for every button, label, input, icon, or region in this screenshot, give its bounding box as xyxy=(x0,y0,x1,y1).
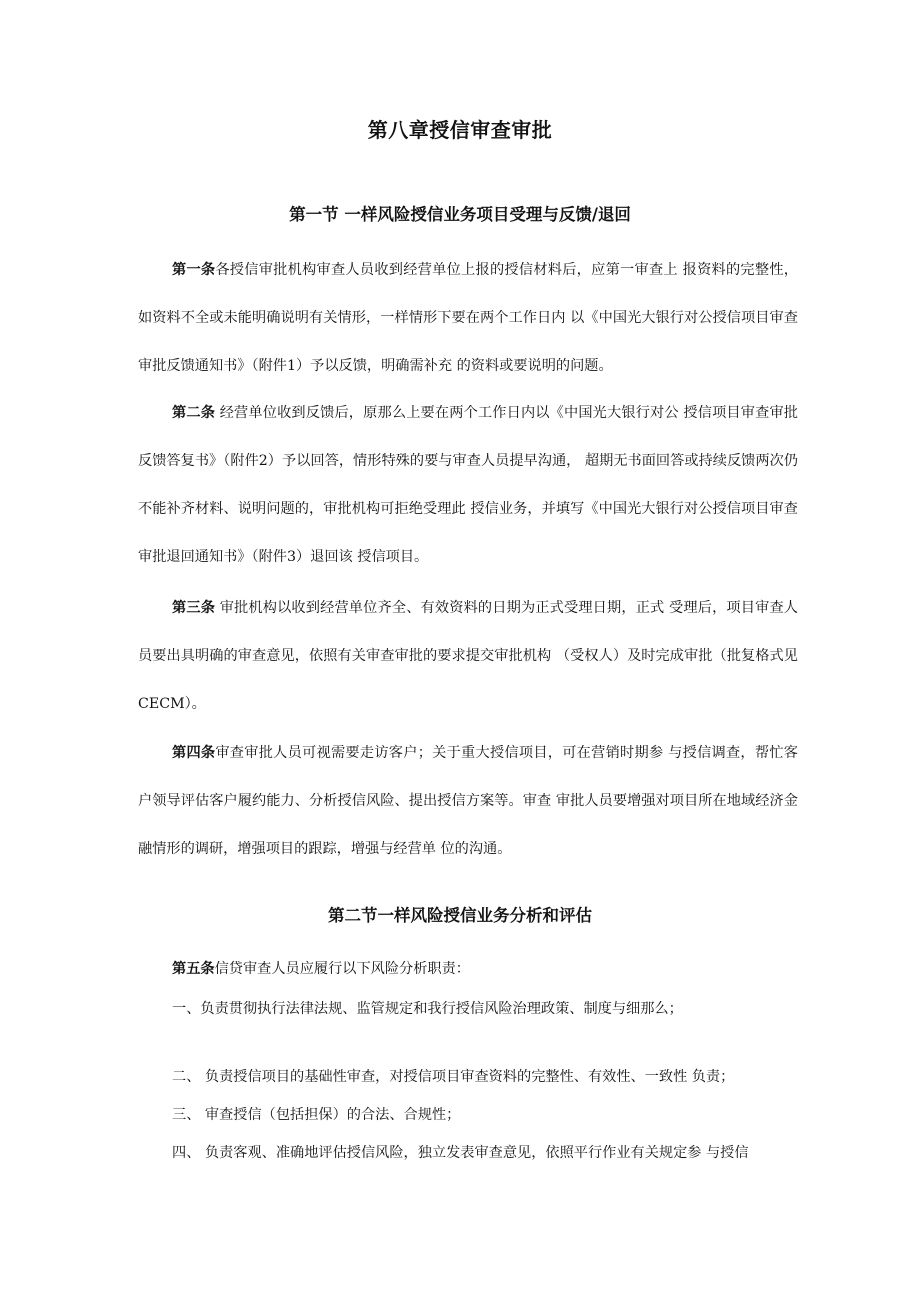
article-1-number: 第一条 xyxy=(172,262,216,278)
article-2-number: 第二条 xyxy=(172,405,216,421)
article-1 xyxy=(138,246,798,390)
article-4-number: 第四条 xyxy=(172,745,216,761)
article-3-text: 审批机构以收到经营单位齐全、有效资料的日期为正式受理日期，正式 受理后，项目审查人员要出具明确的审查意见，依照有关审查审批的要求提交审批机构 （受权人）及时完成审批（批复格式见CECM）。 xyxy=(138,600,798,712)
article-5-number: 第五条 xyxy=(172,961,215,977)
article-4 xyxy=(138,729,798,873)
section-2-title: 第二节一样风险授信业务分析和评估 xyxy=(328,906,592,925)
article-2 xyxy=(138,389,798,581)
duty-item-1: 一、负责贯彻执行法律法规、监管规定和我行授信风险治理政策、制度与细那么； xyxy=(172,1001,683,1017)
article-4-text: 审查审批人员可视需要走访客户；关于重大授信项目，可在营销时期参 与授信调查，帮忙客户领导评估客户履约能力、分析授信风险、提出授信方案等。审查 审批人员要增强对项目所在地域经济金融情形的调研，增强项目的跟踪，增强与经营单 位的沟通。 xyxy=(138,745,798,857)
duty-item-3: 三、 审查授信（包括担保）的合法、合规性； xyxy=(172,1107,461,1123)
article-3 xyxy=(138,584,798,728)
article-3-number: 第三条 xyxy=(172,600,216,616)
article-2-text: 经营单位收到反馈后，原那么上要在两个工作日内以《中国光大银行对公 授信项目审查审批反馈答复书》（附件2）予以回答，情形特殊的要与审查人员提早沟通， 超期无书面回答或持续反馈两次仍不能补齐材料、说明问题的，审批机构可拒绝受理此 授信业务，并填写《中国光大银行对公授信项目审查审批退回通知书》（附件3）退回该 授信项目。 xyxy=(138,405,798,565)
duty-item-2: 二、 负责授信项目的基础性审查，对授信项目审查资料的完整性、有效性、一致性 负责； xyxy=(172,1069,735,1085)
article-5 xyxy=(172,947,470,991)
duty-item-4: 四、 负责客观、准确地评估授信风险，独立发表审查意见，依照平行作业有关规定参 与授信 xyxy=(172,1145,749,1161)
section-1-title: 第一节 一样风险授信业务项目受理与反馈/退回 xyxy=(289,205,631,224)
article-5-text: 信贷审查人员应履行以下风险分析职责： xyxy=(214,961,470,977)
chapter-title: 第八章授信审查审批 xyxy=(367,118,553,142)
article-1-text: 各授信审批机构审查人员收到经营单位上报的授信材料后，应第一审查上 报资料的完整性，如资料不全或未能明确说明有关情形，一样情形下要在两个工作日内 以《中国光大银行对公授信项目审查审批反馈通知书》（附件1）予以反馈，明确需补充 的资料或要说明的问题。 xyxy=(138,262,798,374)
